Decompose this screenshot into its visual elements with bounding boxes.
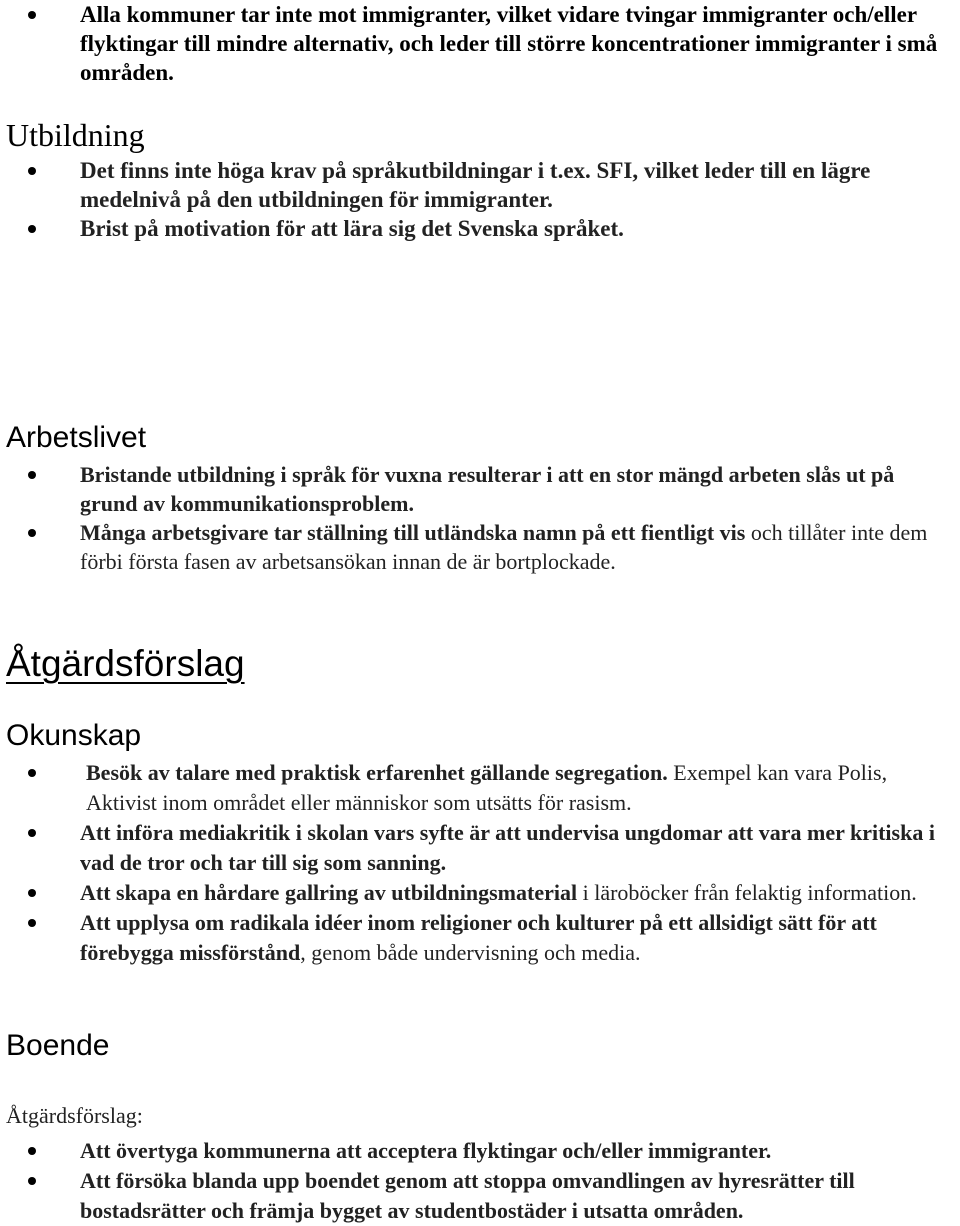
list-item: [0, 818, 960, 878]
bullet-icon: [28, 167, 36, 175]
list-item-text: och tillåter inte dem förbi första fasen av arbetsansökan innan de är bortplockade.: [80, 520, 928, 574]
list-item: [0, 758, 960, 818]
list-item-text: , genom både undervisning och media.: [300, 940, 641, 965]
bullet-icon: [28, 529, 36, 537]
list-item: [0, 518, 960, 576]
bullet-icon: [28, 829, 36, 837]
list-item: [0, 156, 960, 214]
bullet-icon: [28, 225, 36, 233]
list-item-bold-text: Många arbetsgivare tar ställning till utländska namn på ett fientligt vis: [80, 520, 746, 545]
list-item: [0, 1136, 960, 1166]
bullet-icon: [28, 889, 36, 897]
list-item-bold-text: Att skapa en hårdare gallring av utbildningsmaterial: [80, 880, 578, 905]
subheading-atgardsforslag: Åtgärdsförslag:: [6, 1103, 143, 1128]
list-item: [0, 214, 960, 243]
list-item: [0, 0, 960, 87]
list-item-text: Alla kommuner tar inte mot immigranter, vilket vidare tvingar immigranter och/eller flyktingar till mindre alternativ, och leder till större koncentrationer immigranter i små områden.: [80, 2, 938, 85]
list-item-text: i läroböcker från felaktig information.: [577, 880, 917, 905]
section-heading-arbetslivet: Arbetslivet: [6, 421, 147, 454]
bullet-icon: [28, 471, 36, 479]
list-item: [0, 878, 960, 908]
list-item-text: Det finns inte höga krav på språkutbildningar i t.ex. SFI, vilket leder till en lägre medelnivå på den utbildningen för immigranter.: [80, 158, 871, 212]
list-item: [0, 1166, 960, 1226]
list-item: [0, 908, 960, 968]
bullet-icon: [28, 11, 36, 19]
section-heading-utbildning: Utbildning: [6, 117, 145, 153]
bullet-icon: [28, 919, 36, 927]
okunskap-list: [0, 758, 960, 968]
list-item-bold-text: Besök av talare med praktisk erfarenhet gällande segregation.: [86, 760, 668, 785]
page-title-atgardsforslag: Åtgärdsförslag: [6, 643, 245, 684]
boende-list: [0, 1136, 960, 1226]
list-item-text: Att försöka blanda upp boendet genom att stoppa omvandlingen av hyresrätter till bostadsrätter och främja bygget av studentbostäder i utsatta områden.: [80, 1168, 855, 1223]
bullet-icon: [28, 1177, 36, 1185]
list-item-text: Exempel kan vara Polis, Aktivist inom området eller människor som utsätts för rasism.: [86, 760, 888, 815]
bullet-icon: [28, 769, 36, 777]
section-heading-boende: Boende: [6, 1029, 110, 1062]
list-item-text: Brist på motivation för att lära sig det Svenska språket.: [80, 216, 624, 241]
bullet-icon: [28, 1147, 36, 1155]
arbetslivet-list: [0, 460, 960, 576]
list-item-bold-text: Att införa mediakritik i skolan vars syfte är att undervisa ungdomar att vara mer kritiska i vad de tror och tar till sig som sanning.: [80, 820, 935, 875]
list-item-text: Bristande utbildning i språk för vuxna resulterar i att en stor mängd arbeten slås ut på grund av kommunikationsproblem.: [80, 462, 895, 516]
utbildning-list: [0, 156, 960, 243]
list-item-bold-text: Att upplysa om radikala idéer inom religioner och kulturer på ett allsidigt sätt för att förebygga missförstånd: [80, 910, 877, 965]
section-heading-okunskap: Okunskap: [6, 719, 142, 752]
list-item-text: Att övertyga kommunerna att acceptera flyktingar och/eller immigranter.: [80, 1138, 772, 1163]
intro-list: [0, 0, 960, 87]
list-item: [0, 460, 960, 518]
